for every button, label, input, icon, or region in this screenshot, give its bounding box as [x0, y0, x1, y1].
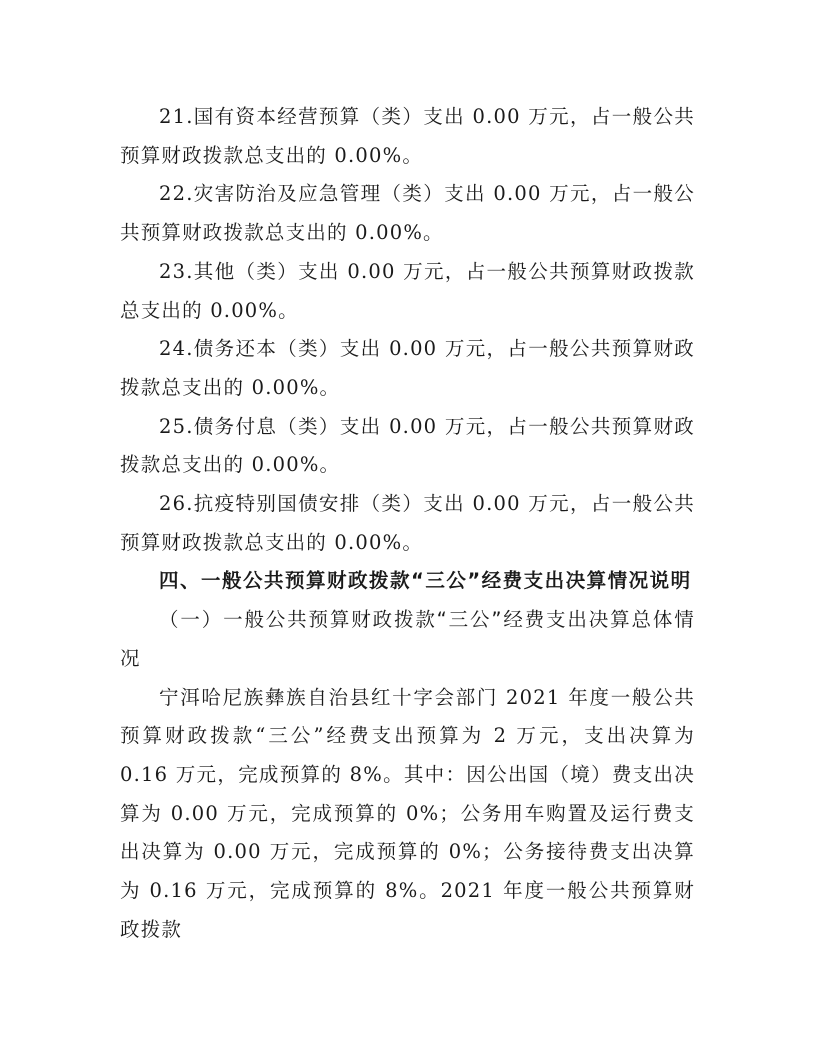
expenditure-item-23: 23.其他（类）支出 0.00 万元，占一般公共预算财政拨款总支出的 0.00%。	[120, 259, 695, 322]
document-body	[120, 98, 695, 949]
expenditure-item-24: 24.债务还本（类）支出 0.00 万元，占一般公共预算财政拨款总支出的 0.00%。	[120, 337, 695, 399]
section-heading: 四、一般公共预算财政拨款“三公”经费支出决算情况说明	[159, 569, 692, 593]
expenditure-item-22: 22.灾害防治及应急管理（类）支出 0.00 万元，占一般公共预算财政拨款总支出的 0.00%。	[120, 182, 695, 245]
subsection-heading: （一）一般公共预算财政拨款“三公”经费支出决算总体情况	[120, 608, 695, 670]
expenditure-item-26: 26.抗疫特别国债安排（类）支出 0.00 万元，占一般公共预算财政拨款总支出的 0.00%。	[120, 492, 695, 554]
expenditure-item-25: 25.债务付息（类）支出 0.00 万元，占一般公共预算财政拨款总支出的 0.00%。	[120, 414, 695, 477]
body-paragraph: 宁洱哈尼族彝族自治县红十字会部门 2021 年度一般公共预算财政拨款“三公”经费支出预算为 2 万元，支出决算为 0.16 万元，完成预算的 8%。其中：因公出国（境）费支出决算为 0.00 万元，完成预算的 0%；公务用车购置及运行费支出决算为 0.00 万元，完成预算的 0%；公务接待费支出决算为 0.16 万元，完成预算的 8%。2021 年度一般公共预算财政拨款	[120, 685, 695, 941]
expenditure-item-21: 21.国有资本经营预算（类）支出 0.00 万元，占一般公共预算财政拨款总支出的 0.00%。	[120, 105, 695, 167]
